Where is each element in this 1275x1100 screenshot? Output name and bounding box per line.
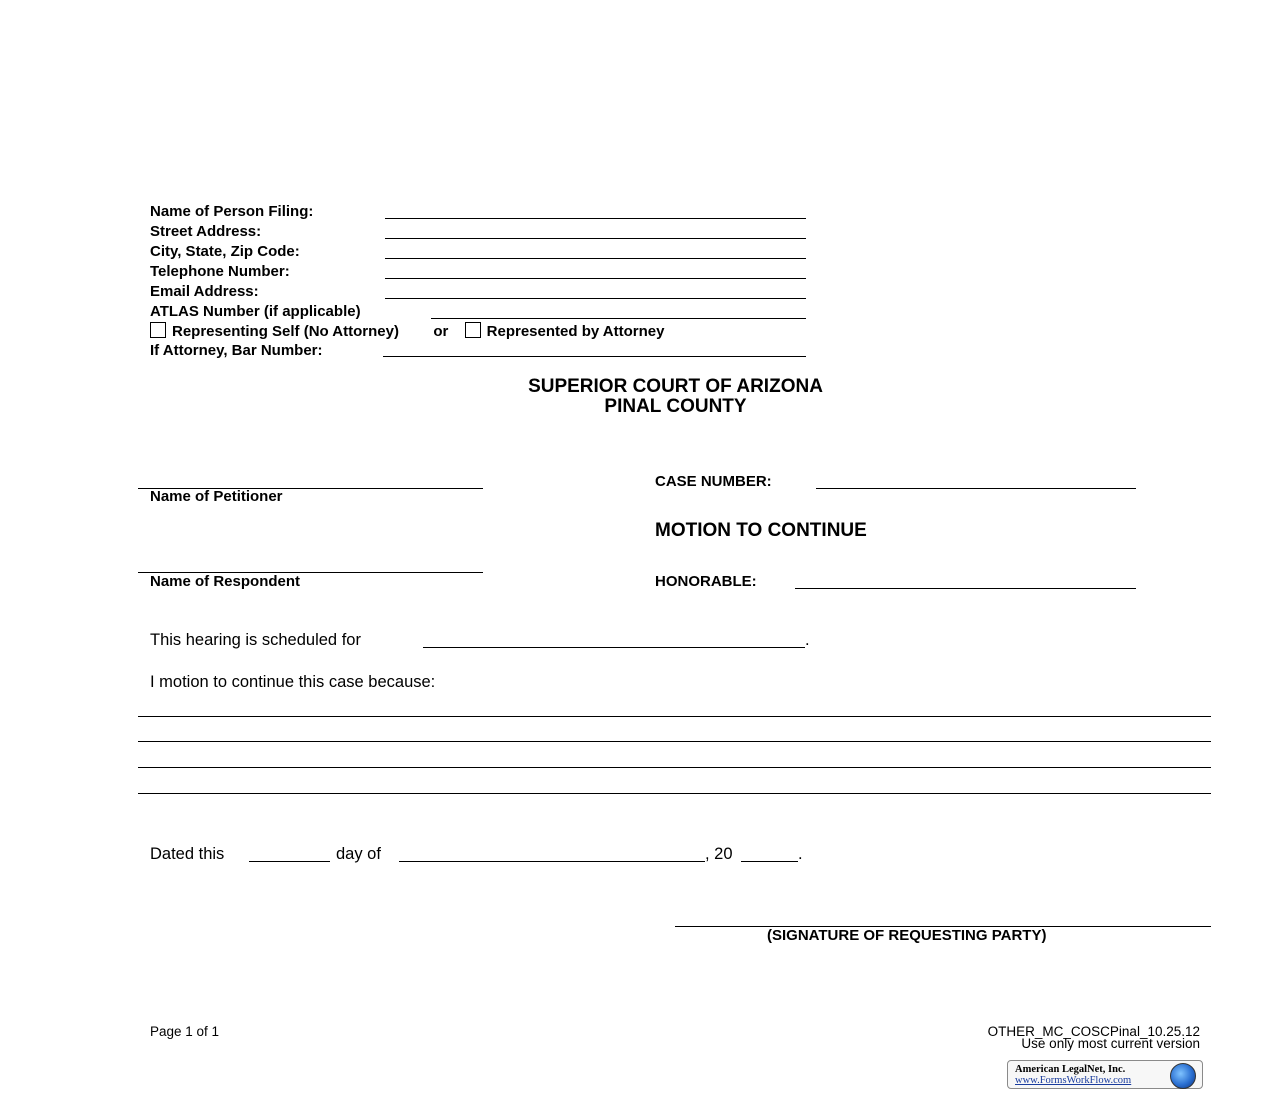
logo-company-name: American LegalNet, Inc. [1015,1064,1126,1075]
representation-row [150,322,664,340]
honorable-label: HONORABLE: [655,573,757,590]
day-line[interactable] [249,861,330,862]
city-state-zip-line[interactable] [385,258,806,259]
month-line[interactable] [399,861,705,862]
reason-line-2[interactable] [138,741,1211,742]
representing-self-checkbox[interactable] [150,322,166,338]
document-title: MOTION TO CONTINUE [655,520,867,541]
telephone-label: Telephone Number: [150,263,290,280]
globe-icon [1170,1063,1196,1089]
bar-number-line[interactable] [383,356,806,357]
bar-number-label: If Attorney, Bar Number: [150,342,323,359]
reason-label: I motion to continue this case because: [150,673,436,691]
hearing-label: This hearing is scheduled for [150,631,361,649]
american-legalnet-logo[interactable] [1007,1060,1203,1089]
dated-period: . [798,845,803,863]
petitioner-label: Name of Petitioner [150,488,283,505]
respondent-label: Name of Respondent [150,573,301,590]
represented-by-attorney-label: Represented by Attorney [486,323,665,340]
day-of-label: day of [336,845,381,863]
case-number-label: CASE NUMBER: [655,473,772,490]
court-title: SUPERIOR COURT OF ARIZONA [528,376,823,397]
hearing-period: . [805,631,810,649]
atlas-number-line[interactable] [431,318,806,319]
atlas-number-label: ATLAS Number (if applicable) [150,303,361,320]
logo-website-link[interactable]: www.FormsWorkFlow.com [1015,1075,1132,1086]
reason-line-4[interactable] [138,793,1211,794]
representing-self-label: Representing Self (No Attorney) [172,323,399,340]
email-label: Email Address: [150,283,259,300]
reason-line-3[interactable] [138,767,1211,768]
filer-name-label: Name of Person Filing: [150,203,314,220]
filer-name-line[interactable] [385,218,806,219]
year-prefix-label: , 20 [705,845,733,863]
reason-line-1[interactable] [138,716,1211,717]
page-number: Page 1 of 1 [150,1024,220,1039]
street-address-line[interactable] [385,238,806,239]
year-line[interactable] [741,861,798,862]
case-number-line[interactable] [816,488,1136,489]
version-note: Use only most current version [1021,1036,1200,1051]
city-state-zip-label: City, State, Zip Code: [150,243,300,260]
form-id: OTHER_MC_COSCPinal_10.25.12 [987,1024,1200,1039]
represented-by-attorney-checkbox[interactable] [465,322,481,338]
county-title: PINAL COUNTY [604,396,747,417]
hearing-date-line[interactable] [423,647,805,648]
street-address-label: Street Address: [150,223,262,240]
honorable-line[interactable] [795,588,1136,589]
or-label: or [433,323,449,340]
dated-this-label: Dated this [150,845,225,863]
signature-label: (SIGNATURE OF REQUESTING PARTY) [767,927,1047,944]
email-line[interactable] [385,298,806,299]
telephone-line[interactable] [385,278,806,279]
